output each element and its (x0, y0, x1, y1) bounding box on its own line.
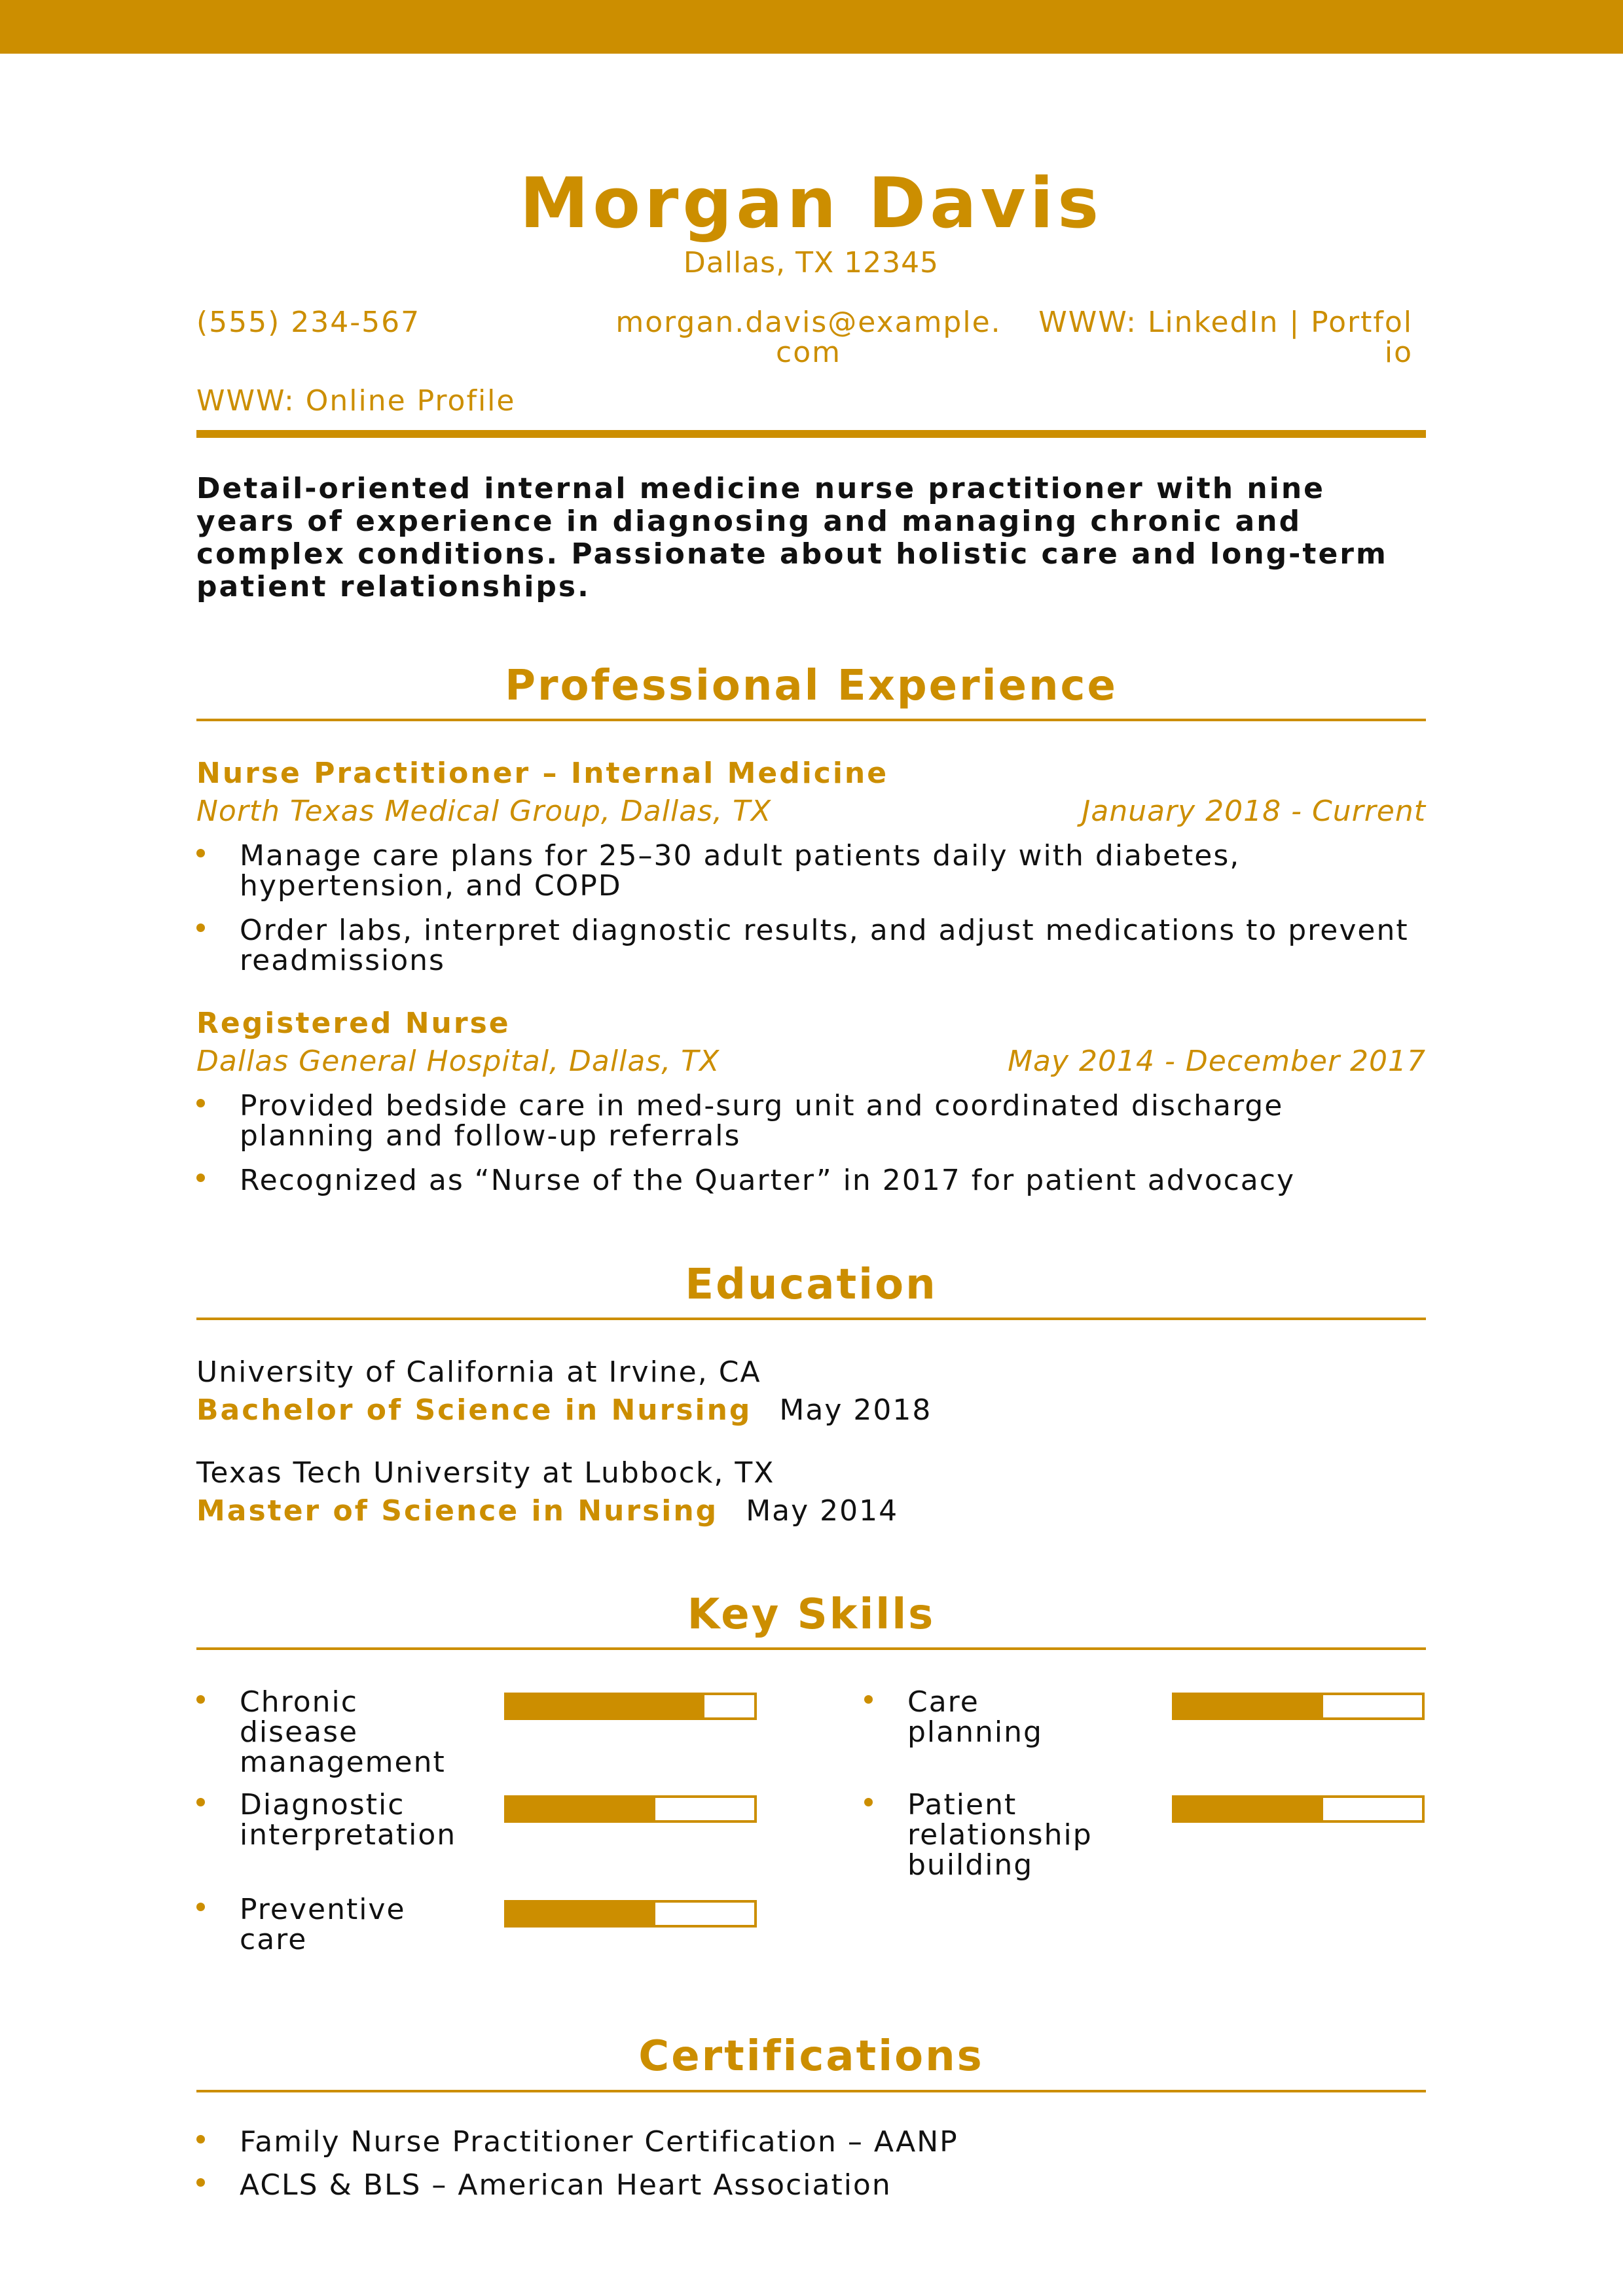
education-divider (196, 1318, 1426, 1320)
education-degree-line (196, 1493, 898, 1530)
skill-level-fill (1175, 1798, 1323, 1820)
candidate-name: Morgan Davis (519, 163, 1103, 243)
experience-section-title: Professional Experience (505, 662, 1118, 710)
education-date: May 2018 (779, 1393, 932, 1427)
phone-number: (555) 234-567 (196, 306, 421, 339)
job-title: Nurse Practitioner – Internal Medicine (196, 757, 889, 790)
bullet-icon (864, 1798, 873, 1806)
certification-text: Family Nurse Practitioner Certification – AANP (240, 2125, 958, 2159)
list-item (196, 841, 1426, 901)
bullet-icon (196, 849, 205, 857)
list-item (196, 1091, 1426, 1151)
skill-item (864, 1790, 1453, 1888)
education-section-title: Education (685, 1261, 938, 1309)
email-address[interactable]: morgan.davis@example.com (615, 306, 1002, 369)
skill-name: Preventive care (240, 1893, 406, 1956)
education-degree: Master of Science in Nursing (196, 1494, 719, 1528)
education-school: Texas Tech University at Lubbock, TX (196, 1456, 775, 1490)
bullet-icon (196, 1099, 205, 1107)
skill-level-bar (1172, 1795, 1425, 1823)
certification-text: ACLS & BLS – American Heart Association (240, 2168, 892, 2202)
bullet-icon (196, 924, 205, 932)
job-dates: January 2018 - Current (1082, 795, 1426, 828)
skill-item (864, 1687, 1453, 1785)
skill-item (196, 1895, 786, 1993)
skill-level-bar (504, 1795, 757, 1823)
bullet-icon (196, 1174, 205, 1182)
bullet-text: Manage care plans for 25–30 adult patients daily with diabetes, hypertension, and COPD (240, 839, 1241, 903)
education-degree-line (196, 1392, 932, 1429)
job-title: Registered Nurse (196, 1007, 511, 1040)
skill-level-fill (507, 1798, 655, 1820)
professional-summary: Detail-oriented internal medicine nurse practitioner with nine years of experience in diagnosing and managing chronic and complex conditions. Passionate about holistic care and long-term patient relationships. (196, 472, 1388, 603)
education-degree: Bachelor of Science in Nursing (196, 1393, 752, 1427)
bullet-icon (196, 2178, 205, 2187)
bullet-icon (196, 2135, 205, 2144)
skill-name: Care planning (907, 1685, 1043, 1749)
skill-level-fill (507, 1903, 655, 1925)
skill-item (196, 1687, 786, 1785)
skill-level-fill (1175, 1695, 1323, 1717)
skills-section-title: Key Skills (687, 1590, 936, 1639)
bullet-icon (196, 1695, 205, 1704)
skill-name: Patient relationship building (907, 1788, 1093, 1882)
bullet-icon (864, 1695, 873, 1704)
online-profile-link[interactable]: WWW: Online Profile (196, 384, 516, 418)
header-divider (196, 430, 1426, 438)
certifications-divider (196, 2090, 1426, 2092)
education-date: May 2014 (746, 1494, 899, 1528)
list-item (196, 2170, 1426, 2200)
certifications-section-title: Certifications (638, 2032, 984, 2081)
list-item (196, 1166, 1426, 1196)
skill-item (196, 1790, 786, 1888)
job-bullets (196, 1091, 1426, 1210)
job-bullets (196, 841, 1426, 990)
skill-name: Diagnostic interpretation (240, 1788, 457, 1852)
skill-name: Chronic disease management (240, 1685, 446, 1779)
candidate-location: Dallas, TX 12345 (683, 246, 939, 279)
job-dates: May 2014 - December 2017 (1008, 1045, 1426, 1078)
job-company: Dallas General Hospital, Dallas, TX (196, 1045, 720, 1078)
bullet-icon (196, 1798, 205, 1806)
bullet-icon (196, 1903, 205, 1911)
list-item (196, 2127, 1426, 2157)
linkedin-portfolio-link[interactable]: WWW: LinkedIn | Portfolio (1038, 306, 1413, 369)
list-item (196, 916, 1426, 976)
skills-divider (196, 1647, 1426, 1650)
job-company: North Texas Medical Group, Dallas, TX (196, 795, 772, 828)
bullet-text: Order labs, interpret diagnostic results, and adjust medications to prevent readmissions (240, 914, 1409, 977)
bullet-text: Provided bedside care in med-surg unit and coordinated discharge planning and follow-up referrals (240, 1089, 1284, 1153)
skill-level-fill (507, 1695, 704, 1717)
skill-level-bar (504, 1693, 757, 1720)
resume-page (196, 0, 1426, 2296)
education-school: University of California at Irvine, CA (196, 1355, 761, 1389)
bullet-text: Recognized as “Nurse of the Quarter” in 2017 for patient advocacy (240, 1164, 1295, 1197)
skill-level-bar (504, 1900, 757, 1928)
certifications-list (196, 2127, 1426, 2214)
experience-divider (196, 719, 1426, 721)
skill-level-bar (1172, 1693, 1425, 1720)
